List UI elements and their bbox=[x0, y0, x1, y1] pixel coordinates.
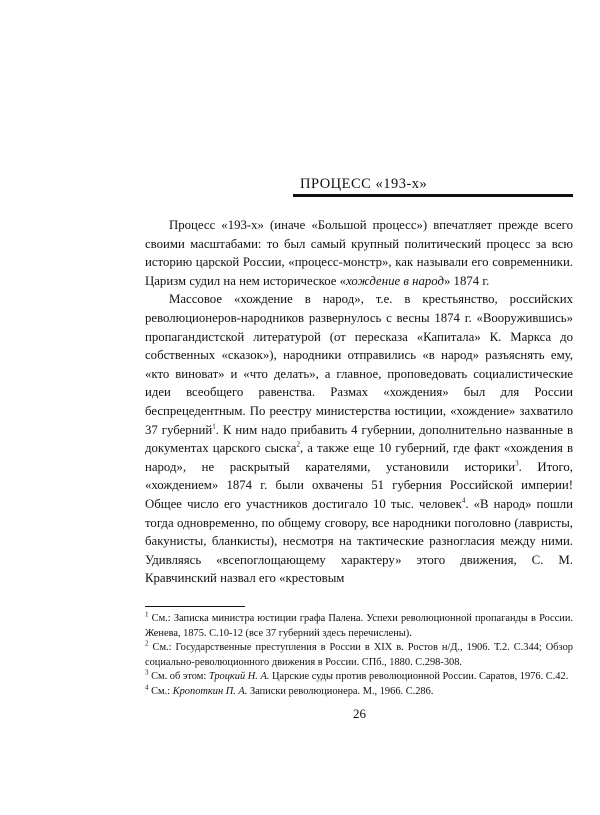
footnote-ref-4: 4 bbox=[461, 496, 466, 505]
paragraph-2-text-e: . «В народ» пошли тогда одновременно, по общему сговору, все народники поголовно (лавристы, бакунисты, бланкисты), несмотря на тактические разногласия между ними. Удивляясь «всепоглощающему характеру» этого движения, С. М. Кравчинский назвал его «крестовым bbox=[145, 496, 573, 586]
paragraph-2 bbox=[145, 290, 573, 588]
footnote-author: Кропоткин П. А. bbox=[172, 685, 248, 697]
footnote-mark: 2 bbox=[145, 639, 149, 648]
footnote-author: Троцкий Н. А. bbox=[208, 671, 270, 683]
footnote-3 bbox=[145, 670, 573, 685]
footnote-mark: 1 bbox=[145, 610, 149, 619]
footnote-ref-1: 1 bbox=[212, 422, 216, 431]
paragraph-1 bbox=[145, 216, 573, 290]
footnote-text: Записки революционера. М., 1966. С.286. bbox=[247, 685, 434, 697]
main-text bbox=[145, 216, 573, 588]
footnote-prefix: См. об этом: bbox=[151, 671, 209, 683]
page-number: 26 bbox=[353, 706, 366, 721]
footnote-mark: 3 bbox=[145, 668, 149, 677]
footnote-text: См.: Записка министра юстиции графа Палена. Успехи революционной пропаганды в России. Женева, 1875. С.10-12 (все 37 губерний здесь перечислены). bbox=[145, 613, 573, 639]
paragraph-2-text-b: . К ним надо прибавить 4 губернии, дополнительно названные в документах царского сыска bbox=[145, 422, 573, 456]
footnote-4 bbox=[145, 685, 573, 700]
footnote-ref-2: 2 bbox=[296, 440, 300, 449]
chapter-title: ПРОЦЕСС «193-х» bbox=[300, 176, 428, 192]
footnote-2 bbox=[145, 641, 573, 670]
paragraph-2-text-c: , а также еще 10 губерний, где факт «хождения в народ», не раскрытый карателями, установили историки bbox=[145, 441, 573, 474]
footnote-ref-3: 3 bbox=[515, 459, 519, 468]
footnote-1 bbox=[145, 612, 573, 641]
paragraph-1-text-a: Процесс «193-х» (иначе «Большой процесс») впечатляет прежде всего своими масштабами: то был самый крупный политический процесс за всю историю царской России, «процесс-монстр», как называли его современники. Царизм судил на нем историческое « bbox=[145, 218, 573, 288]
footnote-prefix: См.: bbox=[151, 685, 173, 697]
paragraph-1-italic: хождение в народ bbox=[346, 273, 444, 288]
footnote-rule bbox=[145, 606, 245, 607]
paragraph-2-text-d: . Итого, «хождением» 1874 г. были охвачены 51 губерния Российской империи! Общее число его участников достигало 10 тыс. человек bbox=[145, 459, 574, 511]
footnotes bbox=[145, 612, 573, 700]
title-rule bbox=[293, 194, 573, 197]
paragraph-2-text-a: Массовое «хождение в народ», т.е. в крестьянство, российских революционеров-народников развернулось с весны 1874 г. «Вооружившись» пропагандистской литературой (от пересказа «Капитала» К. Маркса до собственных «сказок»), народники отправились «в народ» разъяснять ему, «кто виноват» и «что делать», а главное, проповедовать социалистические идеи всеобщего равенства. Размах «хождения» был для России беспрецедентным. По реестру министерства юстиции, «хождение» захватило 37 губерний bbox=[145, 292, 573, 437]
footnote-text: См.: Государственные преступления в России в XIX в. Ростов н/Д., 1906. Т.2. С.344; Обзор социально-революционного движения в России. СПб., 1880. С.298-308. bbox=[145, 642, 573, 668]
paragraph-1-text-c: » 1874 г. bbox=[443, 273, 490, 288]
footnote-text: Царские суды против революционной России. Саратов, 1976. С.42. bbox=[269, 671, 569, 683]
footnote-mark: 4 bbox=[145, 683, 149, 692]
